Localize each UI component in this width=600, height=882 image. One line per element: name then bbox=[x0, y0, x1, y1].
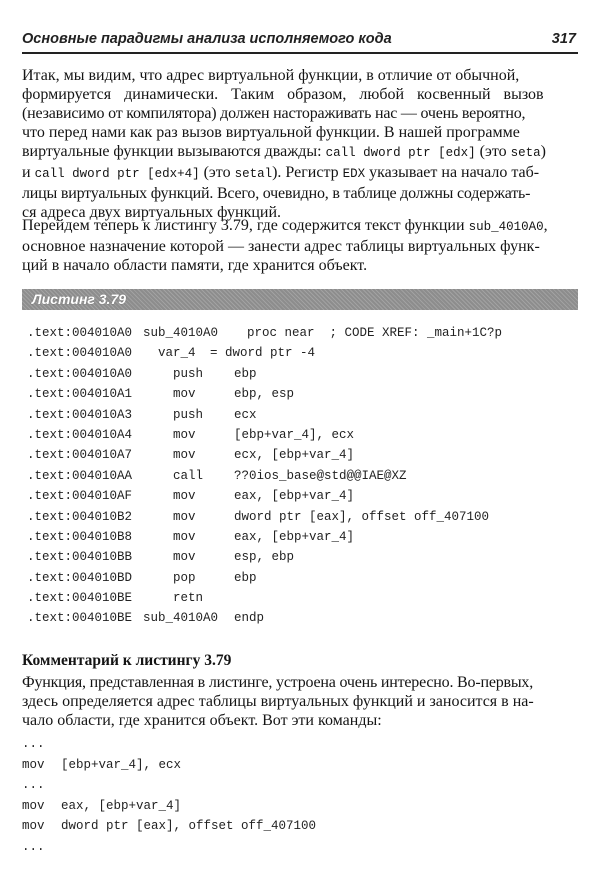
text-fragment: (это bbox=[475, 143, 511, 160]
code-operand: ebp, esp bbox=[234, 387, 295, 402]
listing-code bbox=[27, 326, 587, 632]
code-operand: dword ptr [eax], offset off_407100 bbox=[61, 819, 317, 834]
code-operand: esp, ebp bbox=[234, 550, 295, 565]
code-address: .text:004010A7 bbox=[27, 448, 133, 463]
code-line bbox=[22, 840, 422, 861]
code-address: .text:004010BE bbox=[27, 611, 133, 626]
code-mnemonic: mov bbox=[173, 489, 196, 504]
code-mnemonic: push bbox=[173, 407, 204, 422]
listing-title: Листинг 3.79 bbox=[32, 291, 127, 307]
code-ellipsis: ... bbox=[22, 737, 45, 751]
inline-code: sub_4010A0 bbox=[468, 220, 544, 234]
code-address: .text:004010A1 bbox=[27, 387, 133, 402]
text-line: чало области, где хранится объект. Вот эти команды: bbox=[22, 712, 382, 729]
paragraph-comment bbox=[22, 673, 578, 730]
code-operand: [ebp+var_4], ecx bbox=[61, 757, 182, 772]
code-mnemonic: mov bbox=[173, 387, 196, 402]
inline-code: setal bbox=[234, 167, 273, 181]
code-mnemonic: call bbox=[173, 468, 204, 483]
text-fragment: и bbox=[22, 164, 35, 181]
code-mnemonic: retn bbox=[173, 591, 204, 606]
code-mnemonic: mov bbox=[173, 550, 196, 565]
page-number: 317 bbox=[551, 31, 576, 47]
code-mnemonic: mov bbox=[173, 427, 196, 442]
code-address: .text:004010A0 bbox=[27, 326, 133, 340]
code-mnemonic: mov bbox=[173, 509, 196, 524]
code-line bbox=[22, 737, 422, 758]
code-line bbox=[22, 758, 422, 779]
code-line bbox=[22, 778, 422, 799]
text-line: ся адреса двух виртуальных функций. bbox=[22, 204, 282, 221]
text-line: (независимо от компилятора) должен настораживать нас — очень вероятно, bbox=[22, 105, 526, 122]
code-ellipsis: ... bbox=[22, 778, 45, 793]
listing-title-bar bbox=[22, 289, 578, 310]
code-mnemonic: mov bbox=[173, 448, 196, 463]
code-address: .text:004010A4 bbox=[27, 427, 133, 442]
text-line: Итак, мы видим, что адрес виртуальной функции, в отличие от обычной, bbox=[22, 67, 520, 84]
code-operand: eax, [ebp+var_4] bbox=[234, 529, 355, 544]
text-fragment: (это bbox=[199, 164, 235, 181]
code-address: .text:004010BB bbox=[27, 550, 133, 565]
code-operand: ebp bbox=[234, 570, 257, 585]
code-address: .text:004010BE bbox=[27, 591, 133, 606]
inline-code: call dword ptr [edx+4] bbox=[34, 167, 200, 181]
text-line: формируется динамически. Таким образом, любой косвенный вызов bbox=[22, 86, 544, 103]
code-variable: var_4 bbox=[158, 346, 196, 361]
code-address: .text:004010A3 bbox=[27, 407, 133, 422]
text-line bbox=[22, 142, 578, 163]
code-operand: proc near ; CODE XREF: _main+1C?p bbox=[247, 326, 503, 340]
code-address: .text:004010A0 bbox=[27, 366, 133, 381]
code-line bbox=[27, 510, 587, 530]
code-mnemonic: mov bbox=[173, 529, 196, 544]
running-header bbox=[22, 30, 578, 54]
code-operand: eax, [ebp+var_4] bbox=[234, 489, 355, 504]
code-mnemonic: mov bbox=[22, 798, 45, 813]
text-line: Функция, представленная в листинге, устроена очень интересно. Во-первых, bbox=[22, 674, 534, 691]
inline-code: seta bbox=[510, 146, 541, 160]
code-line bbox=[27, 530, 587, 550]
code-operand: ebp bbox=[234, 366, 257, 381]
code-snippet bbox=[22, 737, 422, 861]
text-fragment: ). Регистр bbox=[272, 164, 343, 181]
code-operand: ecx bbox=[234, 407, 257, 422]
inline-code: call dword ptr [edx] bbox=[325, 146, 476, 160]
code-mnemonic: pop bbox=[173, 570, 196, 585]
text-line: ций в начало области памяти, где хранится объект. bbox=[22, 257, 368, 274]
code-line bbox=[27, 448, 587, 468]
code-line bbox=[27, 367, 587, 387]
code-line bbox=[27, 469, 587, 489]
code-line bbox=[27, 611, 587, 631]
text-fragment: , bbox=[543, 217, 548, 234]
code-operand: eax, [ebp+var_4] bbox=[61, 798, 182, 813]
code-operand: dword ptr [eax], offset off_407100 bbox=[234, 509, 490, 524]
text-fragment: виртуальные функции вызываются дважды: bbox=[22, 143, 326, 160]
comment-heading: Комментарий к листингу 3.79 bbox=[22, 652, 232, 669]
code-ellipsis: ... bbox=[22, 839, 45, 854]
code-address: .text:004010BD bbox=[27, 570, 133, 585]
code-address: .text:004010A0 bbox=[27, 346, 133, 361]
text-fragment: указывает на начало таб- bbox=[365, 164, 540, 181]
text-line: лицы виртуальных функций. Всего, очевидно, в таблице должны содержать- bbox=[22, 185, 531, 202]
text-line: основное назначение которой — занести адрес таблицы виртуальных функ- bbox=[22, 238, 540, 255]
code-address: .text:004010B8 bbox=[27, 529, 133, 544]
text-line bbox=[22, 163, 578, 184]
code-line bbox=[27, 571, 587, 591]
code-operand: endp bbox=[234, 611, 265, 626]
code-operand: ecx, [ebp+var_4] bbox=[234, 448, 355, 463]
text-line: здесь определяется адрес таблицы виртуальных функций и заносится в на- bbox=[22, 693, 534, 710]
code-address: .text:004010AA bbox=[27, 468, 133, 483]
code-line bbox=[27, 489, 587, 509]
code-line bbox=[27, 428, 587, 448]
code-line bbox=[27, 550, 587, 570]
paragraph-listing-intro bbox=[22, 216, 578, 275]
code-line bbox=[27, 326, 587, 346]
code-operand: = dword ptr -4 bbox=[210, 346, 316, 361]
inline-code: EDX bbox=[342, 167, 366, 181]
code-address: .text:004010AF bbox=[27, 489, 133, 504]
code-mnemonic: mov bbox=[22, 819, 45, 834]
code-label: sub_4010A0 bbox=[143, 611, 219, 626]
text-line bbox=[22, 216, 578, 237]
code-line bbox=[27, 408, 587, 428]
code-operand: ??0ios_base@std@@IAE@XZ bbox=[234, 468, 407, 483]
paragraph-virtual-functions bbox=[22, 66, 578, 222]
code-label: sub_4010A0 bbox=[143, 326, 219, 340]
code-mnemonic: push bbox=[173, 366, 204, 381]
code-line bbox=[27, 387, 587, 407]
chapter-title: Основные парадигмы анализа исполняемого кода bbox=[22, 31, 392, 47]
code-line bbox=[22, 799, 422, 820]
code-line bbox=[22, 819, 422, 840]
code-line bbox=[27, 591, 587, 611]
code-operand: [ebp+var_4], ecx bbox=[234, 427, 355, 442]
code-mnemonic: mov bbox=[22, 757, 45, 772]
code-line bbox=[27, 346, 587, 366]
text-fragment: Перейдем теперь к листингу 3.79, где содержится текст функции bbox=[22, 217, 469, 234]
text-line: что перед нами как раз вызов виртуальной функции. В нашей программе bbox=[22, 124, 520, 141]
text-fragment: ) bbox=[540, 143, 546, 160]
code-address: .text:004010B2 bbox=[27, 509, 133, 524]
